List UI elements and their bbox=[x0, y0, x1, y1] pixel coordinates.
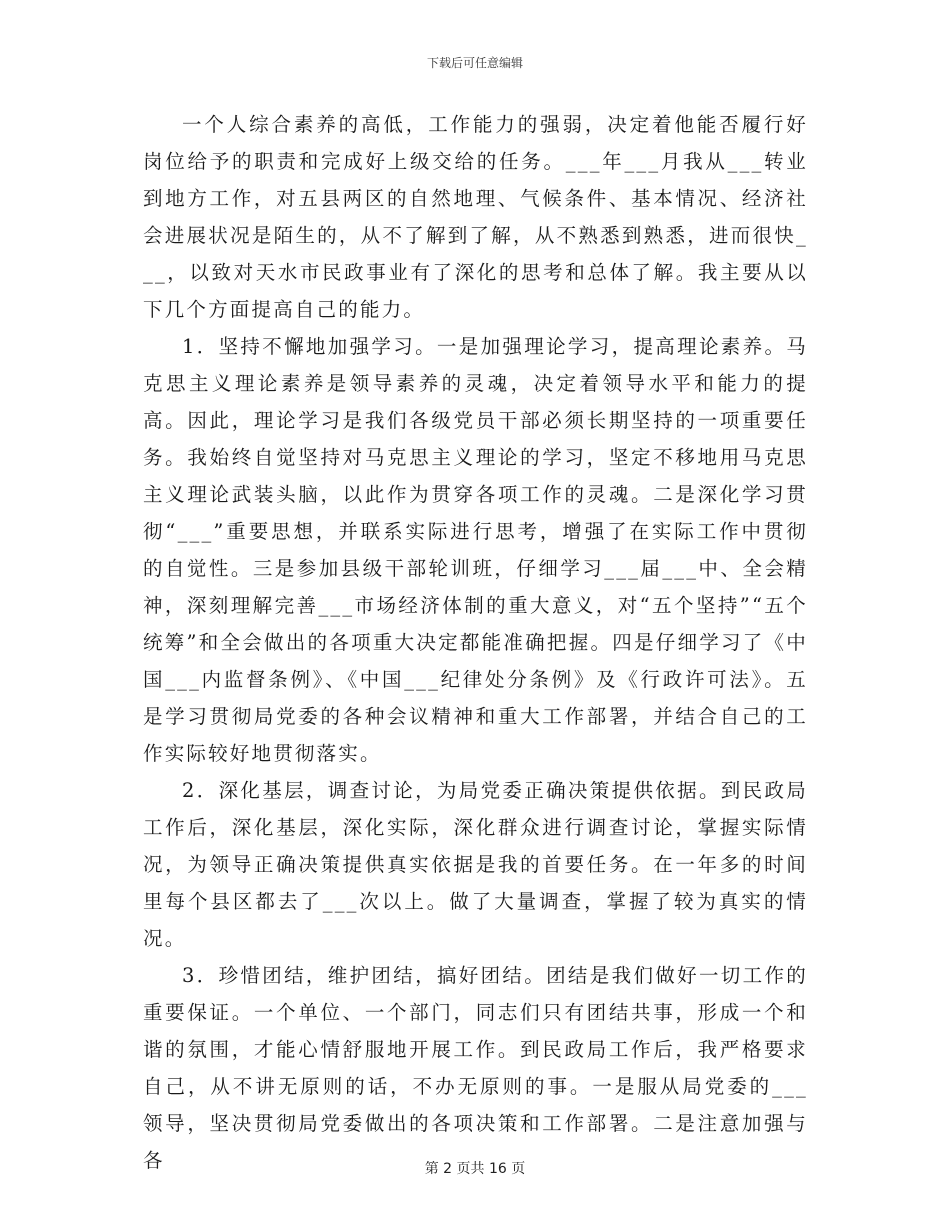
paragraph-point-3-unity: 3．珍惜团结，维护团结，搞好团结。团结是我们做好一切工作的重要保证。一个单位、一个部门，同志们只有团结共事，形成一个和谐的氛围，才能心情舒服地开展工作。到民政局工作后，我严格要求自己，从不讲无原则的话，不办无原则的事。一是服从局党委的___领导，坚决贯彻局党委做出的各项决策和工作部署。二是注意加强与各 bbox=[143, 964, 808, 1172]
paragraph-point-1-study: 1．坚持不懈地加强学习。一是加强理论学习，提高理论素养。马克思主义理论素养是领导素养的灵魂，决定着领导水平和能力的提高。因此，理论学习是我们各级党员干部必须长期坚持的一项重要任务。我始终自觉坚持对马克思主义理论的学习，坚定不移地用马克思主义理论武装头脑，以此作为贯穿各项工作的灵魂。二是深化学习贯彻“___”重要思想，并联系实际进行思考，增强了在实际工作中贯彻的自觉性。三是参加县级干部轮训班，仔细学习___届___中、全会精神，深刻理解完善___市场经济体制的重大意义，对“五个坚持”“五个统筹”和全会做出的各项重大决定都能准确把握。四是仔细学习了《中国___内监督条例》、《中国___纪律处分条例》及《行政许可法》。五是学习贯彻局党委的各种会议精神和重大工作部署，并结合自己的工作实际较好地贯彻落实。 bbox=[143, 335, 808, 765]
page-header: 下载后可任意编辑 bbox=[426, 56, 523, 70]
document-body bbox=[143, 106, 808, 1179]
paragraph-intro: 一个人综合素养的高低，工作能力的强弱，决定着他能否履行好岗位给予的职责和完成好上级交给的任务。___年___月我从___转业到地方工作，对五县两区的自然地理、气候条件、基本情况、经济社会进展状况是陌生的，从不了解到了解，从不熟悉到熟悉，进而很快___，以致对天水市民政事业有了深化的思考和总体了解。我主要从以下几个方面提高自己的能力。 bbox=[143, 113, 808, 321]
paragraph-point-2-research: 2．深化基层，调查讨论，为局党委正确决策提供依据。到民政局工作后，深化基层，深化实际，深化群众进行调查讨论，掌握实际情况，为领导正确决策提供真实依据是我的首要任务。在一年多的时间里每个县区都去了___次以上。做了大量调查，掌握了较为真实的情况。 bbox=[143, 779, 808, 950]
page-number: 第 2 页共 16 页 bbox=[424, 1161, 526, 1177]
